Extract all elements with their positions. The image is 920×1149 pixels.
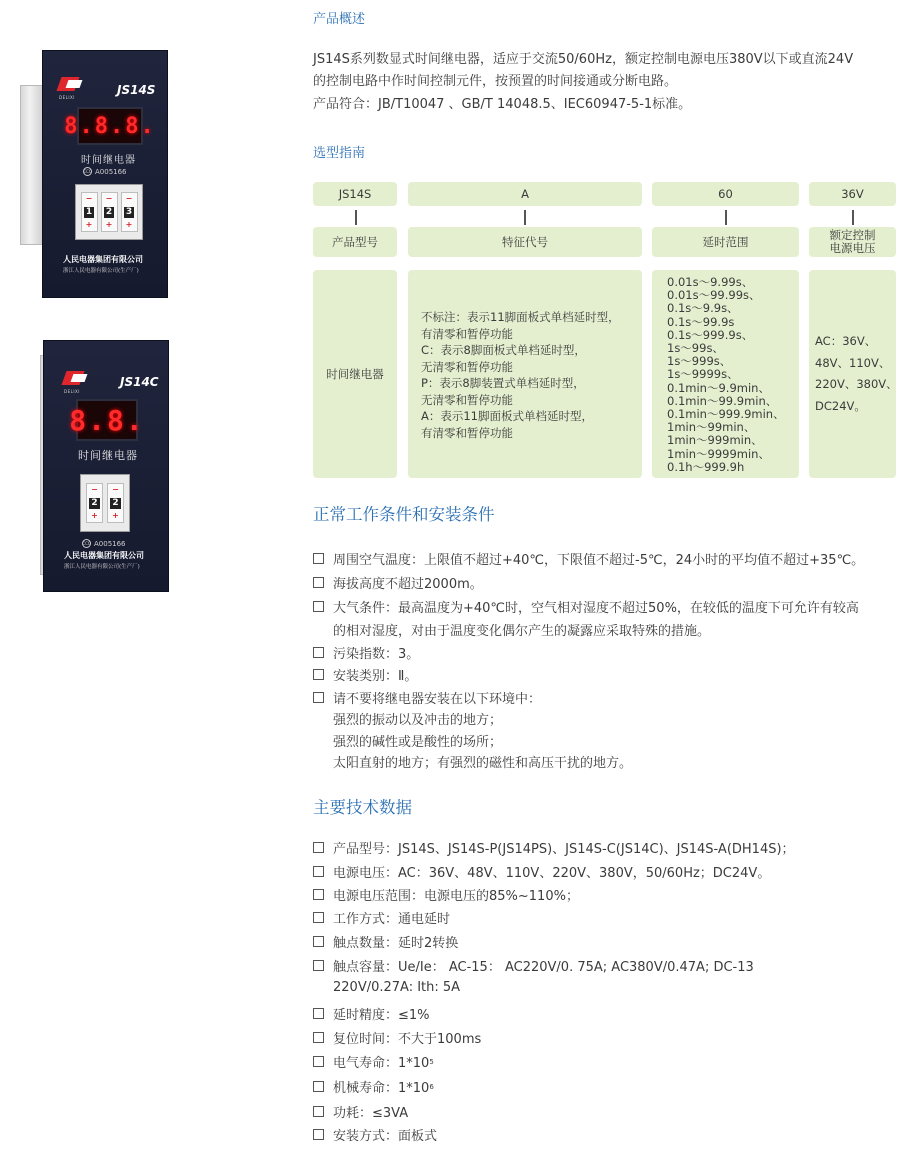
spec-item: 电源电压：AC：36V、48V、110V、220V、380V，50/60Hz；DC24V。	[313, 862, 770, 881]
device-model: JS14C	[120, 375, 159, 389]
spec-item: 安装方式：面板式	[313, 1125, 437, 1144]
cert-mark	[82, 539, 126, 548]
thumbwheel-switch[interactable]	[75, 184, 143, 240]
connector-tick	[725, 210, 727, 225]
spec-item: 触点数量：延时2转换	[313, 932, 458, 951]
device-label: 时间继电器	[78, 449, 138, 462]
delay-range: 0.1s～99.9s	[667, 314, 735, 329]
delay-range: 0.01s～99.99s、	[667, 288, 761, 303]
company-sub: 浙江人民电器有限公司(生产厂)	[64, 564, 140, 570]
label-feature: 特征代号	[408, 227, 642, 257]
cert-number: A005166	[94, 539, 126, 548]
spec-item: 延时精度：≤1%	[313, 1004, 430, 1023]
delay-range: 0.1min～9.9min、	[667, 380, 770, 395]
condition-item: 请不要将继电器安装在以下环境中：	[313, 688, 541, 707]
device-model: JS14S	[117, 83, 156, 97]
brand-sub: DELIXI	[64, 389, 80, 394]
exponent: 6	[429, 1082, 434, 1091]
condition-item: 大气条件：最高温度为+40℃时，空气相对湿度不超过50%，在较低的温度下可允许有较高	[313, 597, 859, 616]
code-feature: A	[408, 182, 642, 206]
delay-range: 0.1min～99.9min、	[667, 393, 778, 408]
delay-range: 1min～9999min、	[667, 446, 770, 461]
checkbox-icon	[313, 1008, 324, 1019]
ccc-icon: CCC	[83, 169, 92, 174]
feature-line: 有清零和暂停功能	[421, 326, 513, 341]
product-image-js14s	[20, 50, 180, 300]
feature-line: P：表示8脚装置式单档延时型，	[421, 376, 585, 390]
code-voltage: 36V	[809, 182, 896, 206]
conditions-title: 正常工作条件和安装条件	[313, 505, 495, 524]
delay-range: 1s～999s、	[667, 354, 732, 369]
delay-range: 0.1s～999.9s、	[667, 327, 754, 342]
checkbox-icon	[313, 936, 324, 947]
code-product: JS14S	[313, 182, 397, 206]
delay-range: 0.1h～999.9h	[667, 459, 745, 474]
label-delay: 延时范围	[652, 227, 799, 257]
checkbox-icon	[313, 669, 324, 680]
detail-product: 时间继电器	[313, 270, 397, 478]
checkbox-icon	[313, 912, 324, 923]
condition-item: 安装类别：Ⅱ。	[313, 665, 417, 684]
spec-item: 工作方式：通电延时	[313, 908, 450, 927]
feature-text	[421, 309, 620, 441]
specs-title: 主要技术数据	[313, 798, 412, 817]
checkbox-icon	[313, 692, 324, 703]
display-digits: 8.8.8.	[64, 113, 156, 139]
delay-range: 1s～99s、	[667, 341, 724, 356]
company-name: 人民电器集团有限公司	[64, 551, 144, 560]
cert-mark	[83, 167, 127, 176]
checkbox-icon	[313, 1081, 324, 1092]
condition-item: 污染指数：3。	[313, 643, 419, 662]
overview-title: 产品概述	[313, 12, 366, 27]
condition-item: 周围空气温度：上限值不超过+40℃，下限值不超过-5℃，24小时的平均值不超过+35℃。	[313, 549, 864, 568]
delay-range: 1min～99min、	[667, 420, 756, 435]
checkbox-icon	[313, 866, 324, 877]
thumbwheel-1[interactable]: − 1 +	[81, 192, 98, 232]
checkbox-icon	[313, 1056, 324, 1067]
device-panel	[42, 50, 168, 298]
voltage-line: 220V、380V、	[815, 377, 898, 391]
feature-line: 无清零和暂停功能	[421, 359, 513, 374]
feature-line: 无清零和暂停功能	[421, 392, 513, 407]
thumbwheel-2[interactable]: − 2 +	[107, 483, 124, 523]
delay-range: 0.1min～999.9min、	[667, 407, 785, 422]
delay-range: 1s～9999s、	[667, 367, 739, 382]
delay-range: 0.01s～9.99s、	[667, 275, 754, 289]
env-line: 太阳直射的地方；有强烈的磁性和高压干扰的地方。	[333, 756, 633, 771]
thumbwheel-1[interactable]: − 2 +	[86, 483, 103, 523]
checkbox-icon	[313, 1032, 324, 1043]
brand-logo-icon	[64, 369, 90, 387]
checkbox-icon	[313, 601, 324, 612]
delay-ranges	[667, 276, 785, 474]
spec-item: 触点容量：Ue/Ie： AC-15： AC220V/0. 75A; AC380V/0.47A; DC-13	[313, 956, 754, 975]
checkbox-icon	[313, 1129, 324, 1140]
voltage-line: DC24V。	[815, 398, 866, 413]
overview-line-3: 产品符合：JB/T10047 、GB/T 14048.5、IEC60947-5-1标准。	[313, 97, 692, 112]
checkbox-icon	[313, 647, 324, 658]
connector-tick	[355, 210, 357, 225]
spec-item: 电源电压范围：电源电压的85%~110%；	[313, 885, 579, 904]
thumbwheel-2[interactable]: − 2 +	[101, 192, 118, 232]
ccc-icon: CCC	[82, 541, 91, 546]
brand-logo-icon	[59, 75, 85, 93]
label-voltage: 额定控制 电源电压	[809, 227, 896, 257]
overview-line-2: 的控制电路中作时间控制元件，按预置的时间接通或分断电路。	[313, 74, 678, 89]
voltage-line: AC：36V、	[815, 334, 877, 348]
mounting-bracket	[20, 85, 44, 245]
device-panel	[43, 340, 169, 592]
brand-sub: DELIXI	[59, 95, 75, 100]
checkbox-icon	[313, 1106, 324, 1117]
delay-range: 0.1s～9.9s、	[667, 301, 739, 316]
spec-item: 复位时间：不大于100ms	[313, 1028, 481, 1047]
thumbwheel-switch[interactable]	[80, 474, 130, 532]
spec-item: 电气寿命：1*10 5	[313, 1052, 434, 1071]
connector-tick	[852, 210, 854, 225]
led-display	[69, 399, 145, 441]
feature-line: C：表示8脚面板式单档延时型，	[421, 343, 586, 357]
env-line: 强烈的振动以及冲击的地方；	[333, 713, 503, 728]
voltage-line: 48V、110V、	[815, 355, 891, 370]
spec-item: 功耗：≤3VA	[313, 1102, 408, 1121]
delay-range: 1min～999min、	[667, 433, 763, 448]
overview-line-1: JS14S系列数显式时间继电器，适应于交流50/60Hz，额定控制电源电压380V以下或直流24V	[313, 52, 854, 67]
feature-line: A：表示11脚面板式单档延时型，	[421, 409, 593, 423]
led-display	[64, 107, 156, 145]
company-sub: 浙江人民电器有限公司(生产厂)	[63, 268, 139, 274]
checkbox-icon	[313, 553, 324, 564]
spec-item: 产品型号：JS14S、JS14S-P(JS14PS)、JS14S-C(JS14C)、JS14S-A(DH14S)；	[313, 838, 795, 857]
product-image-js14c	[40, 340, 180, 595]
thumbwheel-3[interactable]: − 3 +	[121, 192, 138, 232]
code-delay: 60	[652, 182, 799, 206]
checkbox-icon	[313, 889, 324, 900]
exponent: 5	[429, 1057, 434, 1066]
display-digits: 8.8.	[69, 403, 145, 437]
device-label: 时间继电器	[81, 155, 136, 166]
company-name: 人民电器集团有限公司	[63, 255, 143, 264]
checkbox-icon	[313, 960, 324, 971]
cert-number: A005166	[95, 167, 127, 176]
condition-item: 海拔高度不超过2000m。	[313, 573, 483, 592]
condition-item-cont: 的相对湿度，对由于温度变化偶尔产生的凝露应采取特殊的措施。	[333, 624, 711, 639]
spec-item: 机械寿命：1*10 6	[313, 1077, 434, 1096]
env-line: 强烈的碱性或是酸性的场所；	[333, 735, 503, 750]
connector-tick	[524, 210, 526, 225]
feature-line: 不标注：表示11脚面板式单档延时型，	[421, 310, 620, 324]
checkbox-icon	[313, 577, 324, 588]
checkbox-icon	[313, 842, 324, 853]
feature-line: 有清零和暂停功能	[421, 425, 513, 440]
label-product: 产品型号	[313, 227, 397, 257]
voltage-options	[815, 331, 898, 417]
spec-item-cont: 220V/0.27A: Ith: 5A	[333, 980, 461, 995]
guide-title: 选型指南	[313, 146, 366, 161]
